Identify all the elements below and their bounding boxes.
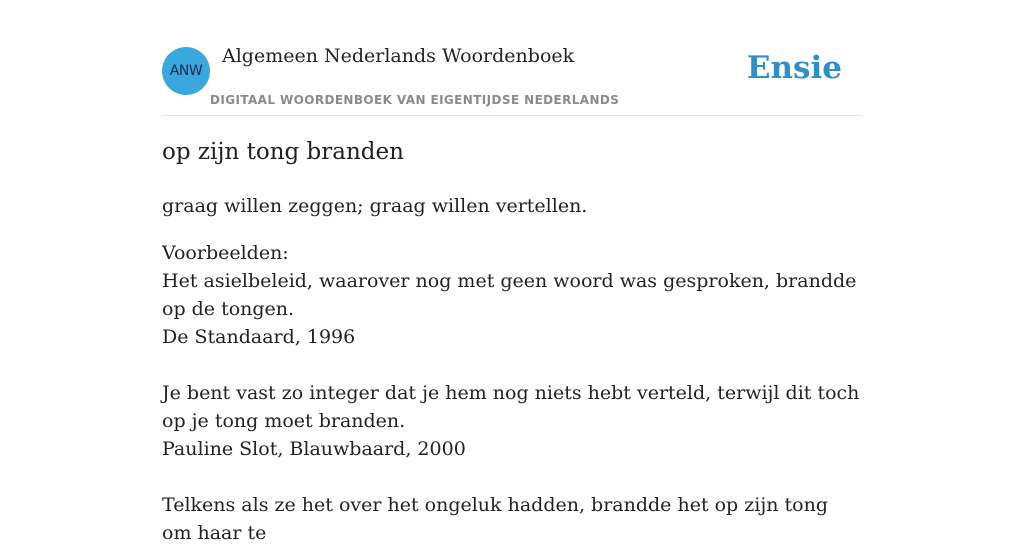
site-subtitle: DIGITAAL WOORDENBOEK VAN EIGENTIJDSE NEDERLANDS [210,93,620,107]
example-text: Je bent vast zo integer dat je hem nog niets hebt verteld, terwijl dit toch op je tong moet branden. [162,382,860,432]
example-text: Telkens als ze het over het ongeluk hadden, brandde het op zijn tong om haar te [162,494,828,544]
entry-definition: graag willen zeggen; graag willen vertellen. [162,195,588,217]
example-source: Pauline Slot, Blauwbaard, 2000 [162,438,466,460]
examples-section [162,239,862,547]
entry-term: op zijn tong branden [162,139,404,165]
header-divider [162,115,862,116]
example-text: Het asielbeleid, waarover nog met geen woord was gesproken, brandde op de tongen. [162,270,857,320]
example-source: De Standaard, 1996 [162,326,356,348]
anw-logo[interactable]: ANW [162,47,210,95]
ensie-logo-link[interactable]: Ensie [746,50,842,86]
example-spacer [162,351,862,379]
page [162,0,862,544]
example-spacer [162,463,862,491]
examples-label: Voorbeelden: [162,242,289,264]
site-title[interactable]: Algemeen Nederlands Woordenboek [222,45,575,67]
